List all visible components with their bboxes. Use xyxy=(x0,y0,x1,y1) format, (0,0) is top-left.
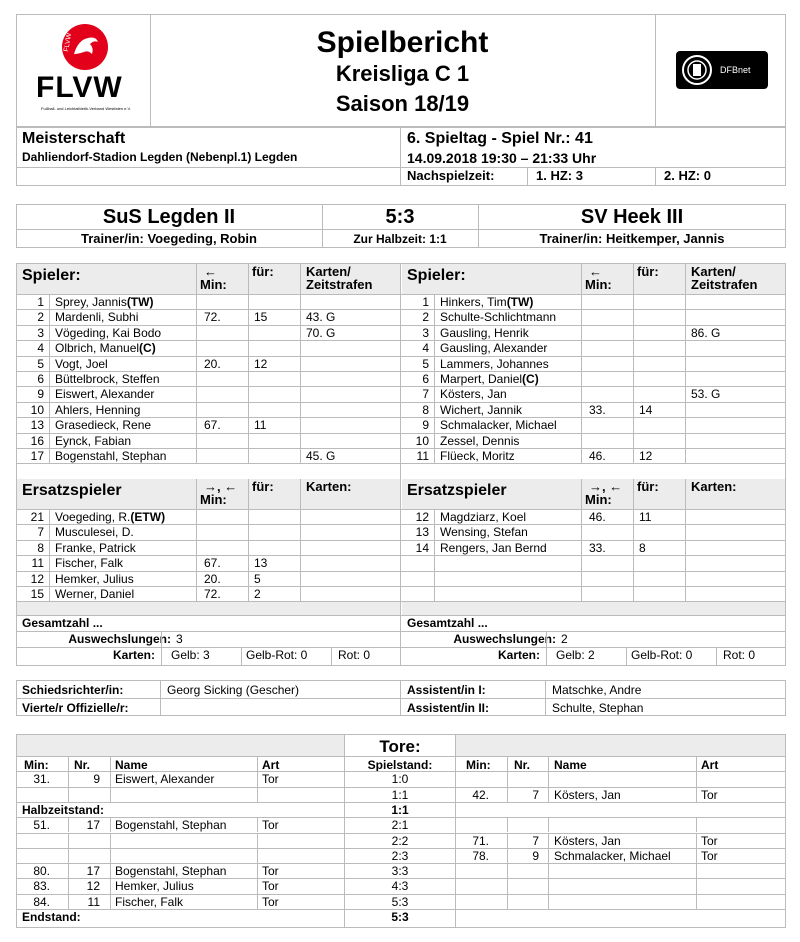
running-score: 4:3 xyxy=(391,879,409,894)
goal-type: Tor xyxy=(262,772,279,787)
substituted-for: 14 xyxy=(639,402,653,417)
goal-scorer-name-away: Kösters, Jan xyxy=(554,787,621,802)
page-title: Spielbericht xyxy=(316,26,489,59)
substitution-minute: 46. xyxy=(589,510,606,524)
league-name: Kreisliga C 1 xyxy=(335,61,470,86)
player-name-text: Schmalacker, Michael xyxy=(440,418,557,433)
total-label: Gesamtzahl ... xyxy=(22,616,103,630)
player-number: 21 xyxy=(30,510,44,524)
score-header: Spielstand: xyxy=(367,758,433,772)
player-name xyxy=(55,418,151,432)
substitution-minute: 67. xyxy=(204,418,221,433)
player-number: 3 xyxy=(37,325,44,340)
substituted-for: 15 xyxy=(254,310,268,325)
player-name xyxy=(55,434,131,448)
substitution-minute: 20. xyxy=(204,571,221,586)
player-role-tag: (C) xyxy=(522,372,539,386)
away-team: SV Heek III xyxy=(580,206,684,228)
substituted-for: 11 xyxy=(639,510,652,524)
player-name-text: Rengers, Jan Bernd xyxy=(440,540,547,555)
final-label: Endstand: xyxy=(22,910,81,924)
minute-header: Min: xyxy=(200,277,227,292)
player-name-text: Lammers, Johannes xyxy=(440,356,549,371)
player-name xyxy=(55,326,161,340)
goals-title: Tore: xyxy=(379,737,421,756)
player-name xyxy=(440,372,539,386)
substituted-for: 12 xyxy=(639,449,653,463)
player-number: 12 xyxy=(415,510,429,524)
goals-nr-header: Nr. xyxy=(74,758,91,772)
player-name xyxy=(55,541,136,555)
referee-name: Georg Sicking (Gescher) xyxy=(167,683,300,697)
substitutions-label: Auswechslungen: xyxy=(68,632,171,646)
player-number: 10 xyxy=(415,433,429,448)
goal-scorer-name: Hemker, Julius xyxy=(115,879,194,894)
card-event: 86. G xyxy=(691,325,721,340)
substitutions-count: 3 xyxy=(176,632,183,646)
player-number: 11 xyxy=(416,449,429,463)
player-name xyxy=(55,387,154,401)
goal-minute: 83. xyxy=(33,879,50,894)
player-name-text: Werner, Daniel xyxy=(55,587,135,601)
substitution-minute: 33. xyxy=(589,540,606,555)
competition: Meisterschaft xyxy=(22,130,126,147)
for-header: für: xyxy=(637,479,659,494)
substituted-for: 2 xyxy=(254,587,261,601)
player-number: 14 xyxy=(415,540,429,555)
player-name-text: Fischer, Falk xyxy=(55,556,124,571)
player-name xyxy=(440,387,507,401)
player-name xyxy=(440,295,533,309)
goal-scorer-number: 17 xyxy=(86,864,100,879)
player-number: 6 xyxy=(37,372,44,386)
assistant2-name: Schulte, Stephan xyxy=(552,701,644,715)
player-name-text: Franke, Patrick xyxy=(55,540,136,555)
player-name xyxy=(440,449,515,463)
minute-header: Min: xyxy=(585,492,612,507)
final-score: 5:3 xyxy=(385,206,415,228)
player-name xyxy=(440,510,526,524)
player-number: 5 xyxy=(37,356,44,371)
substitution-minute: 72. xyxy=(204,310,221,325)
away-coach: Trainer/in: Heitkemper, Jannis xyxy=(539,231,725,246)
player-number: 12 xyxy=(30,571,44,586)
substitution-minute: 46. xyxy=(589,449,606,463)
goal-scorer-number: 9 xyxy=(93,772,100,787)
goal-minute-away: 42. xyxy=(472,787,489,802)
goal-scorer-number: 11 xyxy=(87,894,100,909)
player-name xyxy=(55,510,165,524)
extra-time-first-half: 1. HZ: 3 xyxy=(536,168,583,183)
goal-scorer-number-away: 7 xyxy=(532,787,539,802)
card-event: 53. G xyxy=(691,387,721,402)
player-name xyxy=(55,525,134,539)
player-number: 7 xyxy=(422,387,429,402)
substituted-for: 11 xyxy=(254,418,267,433)
player-number: 3 xyxy=(422,325,429,340)
goal-type: Tor xyxy=(262,894,279,909)
substituted-for: 5 xyxy=(254,571,261,586)
goal-type-away: Tor xyxy=(701,787,718,802)
player-name xyxy=(440,326,529,340)
player-role-tag: (C) xyxy=(139,341,156,356)
goal-scorer-name-away: Kösters, Jan xyxy=(554,833,621,848)
player-name-text: Musculesei, D. xyxy=(55,525,134,540)
goal-scorer-name: Bogenstahl, Stephan xyxy=(115,864,227,879)
player-name-text: Mardenli, Subhi xyxy=(55,310,139,325)
players-header: Spieler: xyxy=(407,267,466,284)
time-penalty-header: Zeitstrafen xyxy=(691,277,758,292)
player-name xyxy=(55,572,134,586)
substitutions-label: Auswechslungen: xyxy=(453,632,556,646)
cards-total-label: Karten: xyxy=(112,648,155,662)
player-number: 1 xyxy=(422,295,429,309)
assistant1-name: Matschke, Andre xyxy=(552,683,642,697)
yellow-cards: Gelb: 2 xyxy=(556,648,595,662)
running-score: 1:1 xyxy=(391,787,409,802)
player-name-text: Kösters, Jan xyxy=(440,387,507,402)
player-name xyxy=(440,541,547,555)
goals-name-header-away: Name xyxy=(554,758,587,772)
player-number: 9 xyxy=(37,387,44,402)
player-number: 9 xyxy=(422,418,429,433)
player-name xyxy=(55,372,160,386)
flvw-logo-text: FLVW xyxy=(36,71,123,104)
for-header: für: xyxy=(252,264,274,279)
goals-min-header-away: Min: xyxy=(466,758,491,772)
matchday: 6. Spieltag - Spiel Nr.: 41 xyxy=(407,130,593,147)
player-name xyxy=(440,357,549,371)
player-name-text: Grasedieck, Rene xyxy=(55,418,152,433)
cards-header: Karten: xyxy=(306,479,352,494)
player-number: 5 xyxy=(422,356,429,371)
flvw-logo-subtext: Fußball- und Leichtathletik-Verband Westfalen e.V. xyxy=(41,106,131,111)
total-label: Gesamtzahl ... xyxy=(407,616,488,630)
assistant2-label: Assistent/in II: xyxy=(407,701,490,715)
player-name-text: Hinkers, Tim xyxy=(440,295,507,309)
player-name-text: Hemker, Julius xyxy=(55,571,134,586)
player-number: 11 xyxy=(31,556,44,571)
substituted-for: 12 xyxy=(254,356,268,371)
player-name-text: Voegeding, R. xyxy=(55,510,131,524)
player-number: 17 xyxy=(30,449,44,463)
player-name xyxy=(440,341,547,355)
goal-minute: 51. xyxy=(33,818,50,833)
goal-type-away: Tor xyxy=(701,833,718,848)
player-number: 8 xyxy=(422,402,429,417)
goal-scorer-name: Bogenstahl, Stephan xyxy=(115,818,227,833)
goals-type-header-away: Art xyxy=(701,758,719,772)
goal-minute: 80. xyxy=(33,864,50,879)
player-name-text: Olbrich, Manuel xyxy=(55,341,140,356)
extra-time-second-half: 2. HZ: 0 xyxy=(664,168,711,183)
substituted-for: 8 xyxy=(639,540,646,555)
cards-total-label: Karten: xyxy=(497,648,540,662)
home-coach: Trainer/in: Voegeding, Robin xyxy=(81,231,257,246)
minute-header: Min: xyxy=(200,492,227,507)
player-name-text: Büttelbrock, Steffen xyxy=(55,372,160,386)
goal-minute-away: 71. xyxy=(472,833,489,848)
goals-type-header: Art xyxy=(262,758,280,772)
player-name xyxy=(55,449,166,463)
flvw-logo xyxy=(30,20,140,120)
player-number: 16 xyxy=(30,433,44,448)
goal-minute: 31. xyxy=(33,772,50,787)
halftime-score: 1:1 xyxy=(391,802,409,817)
player-name-text: Ahlers, Henning xyxy=(55,402,141,417)
player-number: 13 xyxy=(415,525,429,540)
goal-type: Tor xyxy=(262,818,279,833)
goals-name-header: Name xyxy=(115,758,148,772)
goals-min-header: Min: xyxy=(24,758,49,772)
card-event: 70. G xyxy=(306,325,336,340)
goal-minute-away: 78. xyxy=(472,848,489,863)
player-number: 4 xyxy=(422,341,429,356)
substitution-minute: 33. xyxy=(589,402,606,417)
subs-header: Ersatzspieler xyxy=(22,482,122,499)
goal-scorer-name: Eiswert, Alexander xyxy=(115,772,215,787)
player-number: 13 xyxy=(30,418,44,433)
player-name xyxy=(55,310,138,324)
player-number: 15 xyxy=(30,587,44,601)
player-name xyxy=(440,418,557,432)
player-name-text: Wichert, Jannik xyxy=(440,402,523,417)
minute-header-arrow: ← xyxy=(589,264,602,279)
player-role-tag: (ETW) xyxy=(130,510,166,524)
red-cards: Rot: 0 xyxy=(338,648,371,662)
minute-header-arrow: →, ← xyxy=(204,479,238,494)
time-penalty-header: Zeitstrafen xyxy=(306,277,373,292)
player-name xyxy=(440,525,528,539)
yellow-red-cards: Gelb-Rot: 0 xyxy=(631,648,693,662)
player-number: 7 xyxy=(37,525,44,540)
player-name-text: Vogt, Joel xyxy=(55,356,108,371)
card-event: 43. G xyxy=(306,310,336,325)
goal-minute: 84. xyxy=(33,894,50,909)
player-number: 2 xyxy=(422,310,429,325)
substitution-minute: 20. xyxy=(204,356,221,371)
player-name xyxy=(55,357,108,371)
red-cards: Rot: 0 xyxy=(723,648,756,662)
player-name-text: Sprey, Jannis xyxy=(55,295,127,309)
player-number: 10 xyxy=(30,402,44,417)
goal-type: Tor xyxy=(262,879,279,894)
player-number: 1 xyxy=(37,295,44,309)
running-score: 2:3 xyxy=(391,848,409,863)
player-number: 8 xyxy=(37,540,44,555)
halftime-score: Zur Halbzeit: 1:1 xyxy=(353,232,447,246)
datetime: 14.09.2018 19:30 – 21:33 Uhr xyxy=(407,150,597,166)
dfbnet-logo-text: DFBnet xyxy=(720,65,751,75)
minute-header: Min: xyxy=(585,277,612,292)
running-score: 5:3 xyxy=(391,894,409,909)
players-header: Spieler: xyxy=(22,267,81,284)
player-name xyxy=(440,403,522,417)
final-score-row: 5:3 xyxy=(391,910,409,924)
svg-text:FLVW: FLVW xyxy=(63,32,74,53)
substituted-for: 13 xyxy=(254,556,268,571)
running-score: 3:3 xyxy=(391,864,409,879)
player-role-tag: (TW) xyxy=(126,295,154,309)
player-name xyxy=(55,341,156,355)
player-name-text: Schulte-Schlichtmann xyxy=(440,310,557,325)
player-name-text: Bogenstahl, Stephan xyxy=(55,449,167,463)
player-name xyxy=(55,587,134,601)
player-role-tag: (TW) xyxy=(506,295,534,309)
home-team: SuS Legden II xyxy=(102,206,236,228)
player-number: 2 xyxy=(37,310,44,325)
player-name xyxy=(55,295,153,309)
cards-header: Karten/ xyxy=(306,264,351,279)
player-name xyxy=(440,434,519,448)
substitution-minute: 67. xyxy=(204,556,221,571)
player-name xyxy=(55,556,123,570)
player-name-text: Marpert, Daniel xyxy=(440,372,523,386)
substitution-minute: 72. xyxy=(204,587,221,601)
goal-scorer-number: 17 xyxy=(86,818,100,833)
running-score: 2:1 xyxy=(391,818,409,833)
cards-header: Karten/ xyxy=(691,264,736,279)
venue: Dahliendorf-Stadion Legden (Nebenpl.1) Legden xyxy=(22,150,298,164)
referee-label: Schiedsrichter/in: xyxy=(22,683,124,697)
goals-nr-header-away: Nr. xyxy=(514,758,531,772)
subs-header: Ersatzspieler xyxy=(407,482,507,499)
substitutions-count: 2 xyxy=(561,632,568,646)
minute-header-arrow: →, ← xyxy=(589,479,623,494)
goal-scorer-name-away: Schmalacker, Michael xyxy=(554,848,671,863)
goal-scorer-number-away: 7 xyxy=(532,833,539,848)
yellow-cards: Gelb: 3 xyxy=(171,648,210,662)
halftime-label: Halbzeitstand: xyxy=(22,802,105,817)
card-event: 45. G xyxy=(306,449,336,463)
player-name xyxy=(55,403,140,417)
player-name-text: Gausling, Alexander xyxy=(440,341,548,356)
yellow-red-cards: Gelb-Rot: 0 xyxy=(246,648,308,662)
player-name-text: Eynck, Fabian xyxy=(55,433,132,448)
goal-scorer-number-away: 9 xyxy=(532,848,539,863)
player-name-text: Vögeding, Kai Bodo xyxy=(55,325,162,340)
player-name xyxy=(440,310,556,324)
player-number: 4 xyxy=(37,341,44,356)
player-name-text: Eiswert, Alexander xyxy=(55,387,155,402)
goal-type: Tor xyxy=(262,864,279,879)
running-score: 2:2 xyxy=(391,833,409,848)
player-name-text: Zessel, Dennis xyxy=(440,433,520,448)
goal-scorer-number: 12 xyxy=(86,879,100,894)
goal-type-away: Tor xyxy=(701,848,718,863)
for-header: für: xyxy=(637,264,659,279)
minute-header-arrow: ← xyxy=(204,264,217,279)
extra-time-label: Nachspielzeit: xyxy=(407,168,495,183)
player-name-text: Wensing, Stefan xyxy=(440,525,528,540)
player-name-text: Flüeck, Moritz xyxy=(440,449,515,463)
player-name-text: Gausling, Henrik xyxy=(440,325,529,340)
cards-header: Karten: xyxy=(691,479,737,494)
running-score: 1:0 xyxy=(391,772,409,787)
season: Saison 18/19 xyxy=(335,91,470,116)
for-header: für: xyxy=(252,479,274,494)
fourth-official-label: Vierte/r Offizielle/r: xyxy=(22,701,129,715)
goal-scorer-name: Fischer, Falk xyxy=(115,894,184,909)
assistant1-label: Assistent/in I: xyxy=(407,683,486,697)
dfbnet-logo xyxy=(676,51,768,89)
player-name-text: Magdziarz, Koel xyxy=(440,510,527,524)
player-number: 6 xyxy=(422,372,429,386)
